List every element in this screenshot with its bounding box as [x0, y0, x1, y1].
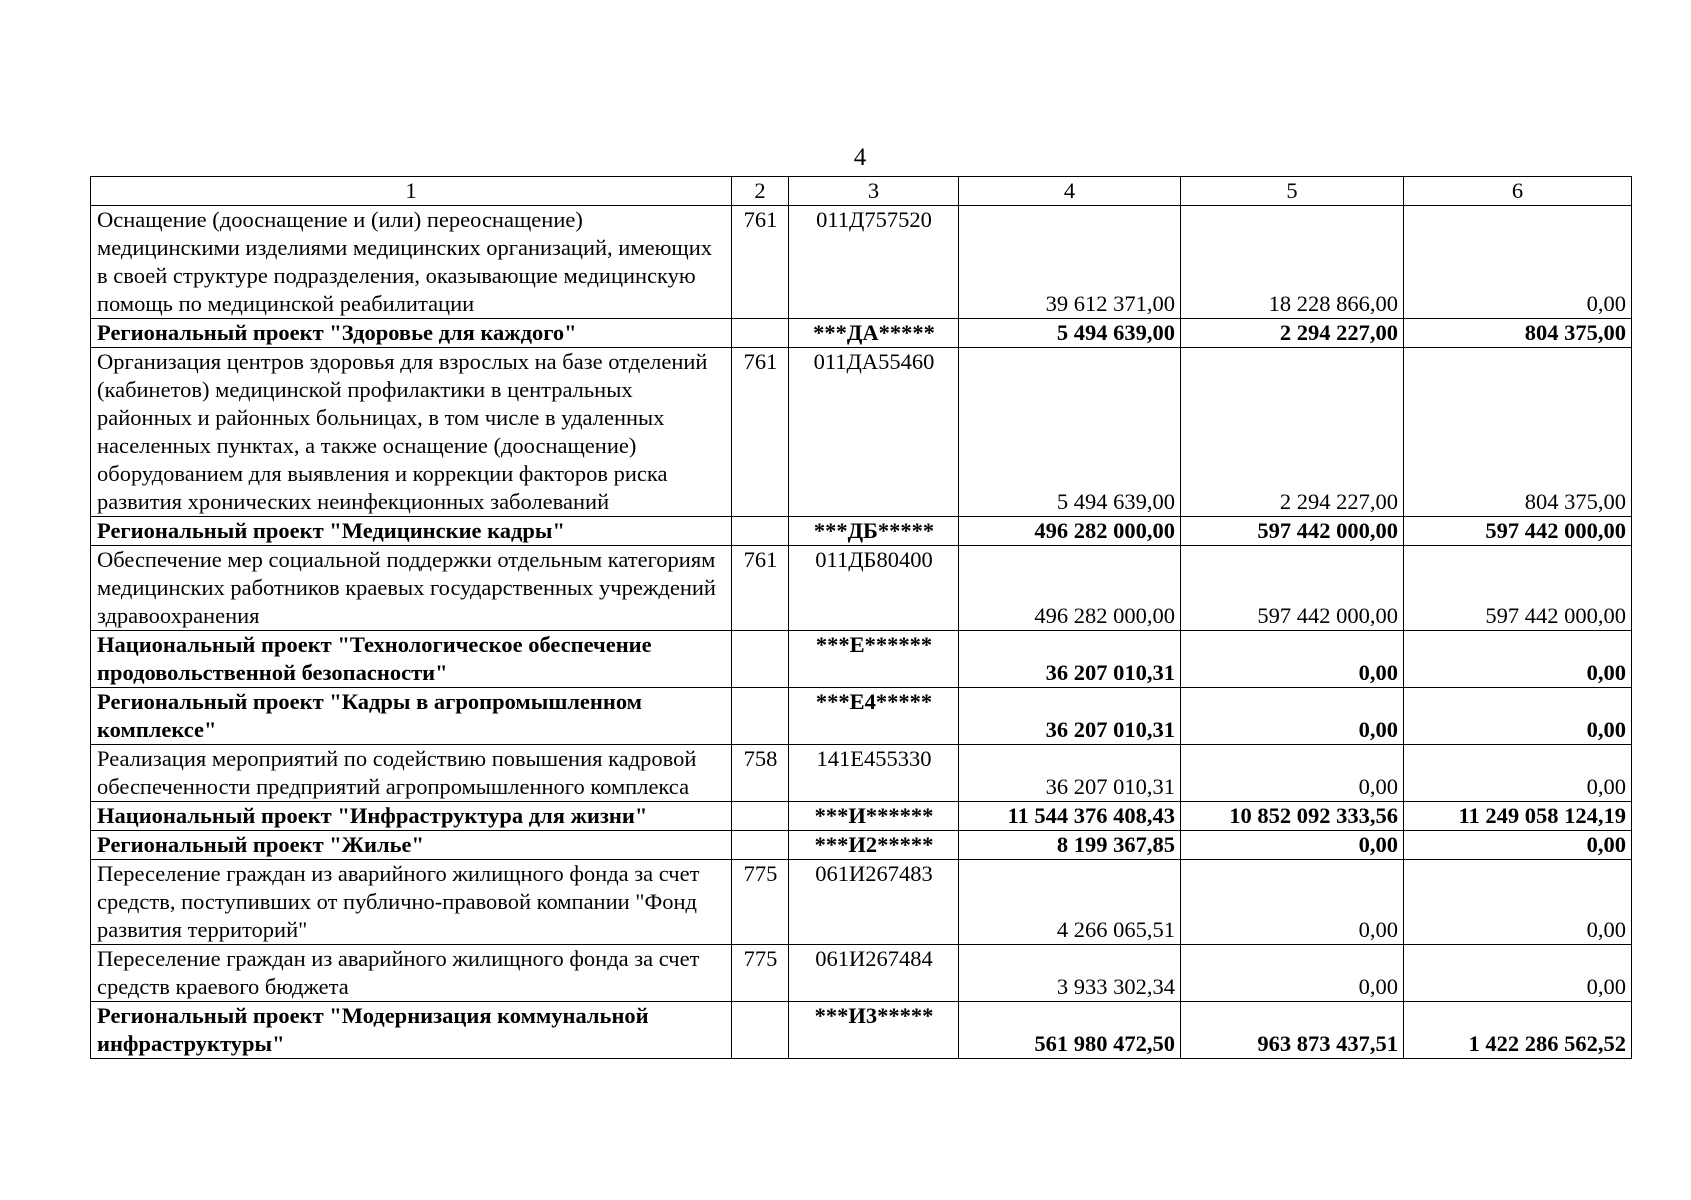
row-amount-col6: 1 422 286 562,52 [1404, 1002, 1632, 1059]
row-amount-col5: 0,00 [1181, 631, 1404, 688]
row-name: Обеспечение мер социальной поддержки отдельным категориям медицинских работников краевых государственных учреждений здравоохранения [91, 546, 732, 631]
row-department-code: 758 [732, 745, 789, 802]
row-amount-col5: 963 873 437,51 [1181, 1002, 1404, 1059]
column-header: 2 [732, 177, 789, 206]
row-name: Переселение граждан из аварийного жилищного фонда за счет средств краевого бюджета [91, 945, 732, 1002]
row-amount-col4: 39 612 371,00 [959, 206, 1181, 319]
row-amount-col5: 0,00 [1181, 745, 1404, 802]
page-number: 4 [853, 144, 867, 171]
table-row [91, 546, 1632, 631]
row-target-code: 011ДА55460 [789, 348, 959, 517]
row-department-code [732, 831, 789, 860]
row-amount-col4: 36 207 010,31 [959, 631, 1181, 688]
row-department-code [732, 319, 789, 348]
table-row-subtotal [91, 631, 1632, 688]
table-row-subtotal [91, 831, 1632, 860]
row-amount-col6: 597 442 000,00 [1404, 546, 1632, 631]
table-header-row [91, 177, 1632, 206]
row-name: Национальный проект "Инфраструктура для жизни" [91, 802, 732, 831]
row-name: Региональный проект "Кадры в агропромышленном комплексе" [91, 688, 732, 745]
table-row-subtotal [91, 802, 1632, 831]
row-name: Реализация мероприятий по содействию повышения кадровой обеспеченности предприятий агропромышленного комплекса [91, 745, 732, 802]
row-amount-col6: 0,00 [1404, 945, 1632, 1002]
row-name: Оснащение (дооснащение и (или) переоснащение) медицинскими изделиями медицинских организаций, имеющих в своей структуре подразделения, оказывающие медицинскую помощь по медицинской реабилитации [91, 206, 732, 319]
row-name: Региональный проект "Медицинские кадры" [91, 517, 732, 546]
row-name: Переселение граждан из аварийного жилищного фонда за счет средств, поступивших от публично-правовой компании "Фонд развития территорий" [91, 860, 732, 945]
column-header: 5 [1181, 177, 1404, 206]
column-header: 3 [789, 177, 959, 206]
row-target-code: ***И****** [789, 802, 959, 831]
row-amount-col4: 4 266 065,51 [959, 860, 1181, 945]
table-row [91, 860, 1632, 945]
row-target-code: 141Е455330 [789, 745, 959, 802]
row-name: Организация центров здоровья для взрослых на базе отделений (кабинетов) медицинской профилактики в центральных районных и районных больницах, в том числе в удаленных населенных пунктах, а также оснащение (дооснащение) оборудованием для выявления и коррекции факторов риска развития хронических неинфекционных заболеваний [91, 348, 732, 517]
row-amount-col6: 804 375,00 [1404, 319, 1632, 348]
row-target-code: ***ДБ***** [789, 517, 959, 546]
row-department-code [732, 631, 789, 688]
row-amount-col5: 597 442 000,00 [1181, 517, 1404, 546]
budget-table [90, 176, 1632, 1059]
table-row [91, 348, 1632, 517]
row-target-code: 011ДБ80400 [789, 546, 959, 631]
row-department-code: 775 [732, 945, 789, 1002]
table-row [91, 206, 1632, 319]
row-amount-col4: 36 207 010,31 [959, 688, 1181, 745]
row-amount-col6: 0,00 [1404, 745, 1632, 802]
row-target-code: ***И3***** [789, 1002, 959, 1059]
row-department-code: 775 [732, 860, 789, 945]
row-amount-col5: 0,00 [1181, 945, 1404, 1002]
row-amount-col6: 0,00 [1404, 860, 1632, 945]
row-department-code: 761 [732, 348, 789, 517]
row-amount-col5: 0,00 [1181, 688, 1404, 745]
row-amount-col4: 36 207 010,31 [959, 745, 1181, 802]
row-amount-col4: 496 282 000,00 [959, 546, 1181, 631]
row-target-code: ***Е4***** [789, 688, 959, 745]
row-department-code: 761 [732, 546, 789, 631]
row-amount-col6: 0,00 [1404, 206, 1632, 319]
row-amount-col5: 597 442 000,00 [1181, 546, 1404, 631]
row-target-code: ***Е****** [789, 631, 959, 688]
row-amount-col4: 496 282 000,00 [959, 517, 1181, 546]
row-target-code: 061И267484 [789, 945, 959, 1002]
row-amount-col5: 18 228 866,00 [1181, 206, 1404, 319]
row-amount-col5: 10 852 092 333,56 [1181, 802, 1404, 831]
table-row [91, 945, 1632, 1002]
row-target-code: 011Д757520 [789, 206, 959, 319]
row-amount-col6: 0,00 [1404, 688, 1632, 745]
column-header: 1 [91, 177, 732, 206]
table-row [91, 745, 1632, 802]
row-amount-col6: 11 249 058 124,19 [1404, 802, 1632, 831]
row-amount-col4: 8 199 367,85 [959, 831, 1181, 860]
row-target-code: ***И2***** [789, 831, 959, 860]
row-amount-col6: 597 442 000,00 [1404, 517, 1632, 546]
row-amount-col4: 11 544 376 408,43 [959, 802, 1181, 831]
row-amount-col5: 0,00 [1181, 860, 1404, 945]
column-header: 4 [959, 177, 1181, 206]
row-department-code [732, 802, 789, 831]
row-department-code: 761 [732, 206, 789, 319]
row-department-code [732, 1002, 789, 1059]
row-amount-col6: 0,00 [1404, 631, 1632, 688]
row-target-code: 061И267483 [789, 860, 959, 945]
table-row-subtotal [91, 319, 1632, 348]
column-header: 6 [1404, 177, 1632, 206]
row-amount-col4: 3 933 302,34 [959, 945, 1181, 1002]
row-amount-col5: 2 294 227,00 [1181, 348, 1404, 517]
row-name: Региональный проект "Модернизация коммунальной инфраструктуры" [91, 1002, 732, 1059]
table-row-subtotal [91, 517, 1632, 546]
row-amount-col4: 5 494 639,00 [959, 348, 1181, 517]
row-amount-col4: 561 980 472,50 [959, 1002, 1181, 1059]
table-row-subtotal [91, 1002, 1632, 1059]
table-row-subtotal [91, 688, 1632, 745]
row-department-code [732, 517, 789, 546]
row-amount-col5: 0,00 [1181, 831, 1404, 860]
row-department-code [732, 688, 789, 745]
row-target-code: ***ДА***** [789, 319, 959, 348]
row-amount-col4: 5 494 639,00 [959, 319, 1181, 348]
row-name: Региональный проект "Жилье" [91, 831, 732, 860]
row-name: Национальный проект "Технологическое обеспечение продовольственной безопасности" [91, 631, 732, 688]
row-amount-col5: 2 294 227,00 [1181, 319, 1404, 348]
row-name: Региональный проект "Здоровье для каждого" [91, 319, 732, 348]
row-amount-col6: 0,00 [1404, 831, 1632, 860]
row-amount-col6: 804 375,00 [1404, 348, 1632, 517]
